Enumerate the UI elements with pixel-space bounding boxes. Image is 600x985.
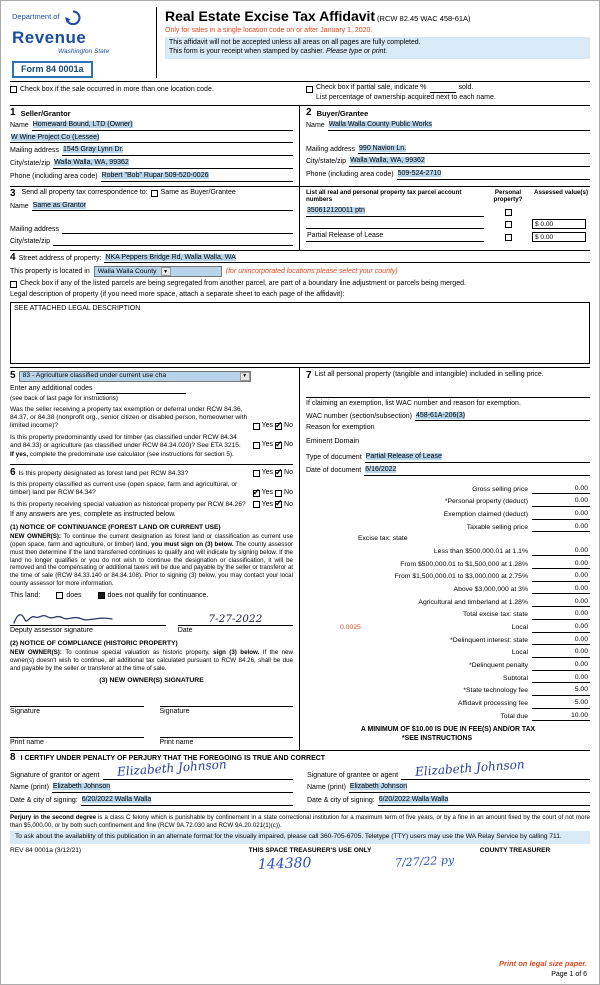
tax-row-label: From $500,000.01 to $1,500,000 at 1.28% — [400, 560, 528, 568]
wac-number-label: WAC number (section/subsection) — [306, 412, 412, 420]
exemption-question: Was the seller receiving a property tax exemption or deferral under RCW 84.36, 84.37, or 84.38 (nonprofit org., senior citizen or disabled person, homeowner with limited income)? — [10, 405, 248, 430]
department-name: Revenue — [12, 27, 87, 47]
treasurer-stamp-date: 7/27/22 py — [394, 853, 455, 870]
section-2-number: 2 — [306, 106, 312, 118]
tax-row-amount[interactable]: 0.00 — [532, 674, 590, 683]
date-of-document-label: Date of document — [306, 466, 362, 474]
chevron-down-icon: ▼ — [161, 267, 171, 276]
tax-row-label: Exemption claimed (deduct) — [443, 511, 528, 519]
yes-label: Yes — [261, 500, 274, 508]
tax-row-amount[interactable]: 0.00 — [532, 547, 590, 556]
grantee-signature-block — [307, 757, 590, 806]
seller-title: Seller/Grantor — [20, 108, 71, 118]
tax-row-amount[interactable]: 5.00 — [532, 686, 590, 695]
legal-description-box[interactable] — [10, 302, 590, 364]
wac-number-value: 458-61A-206(3) — [415, 411, 465, 419]
treasurer-stamp-area — [10, 855, 590, 879]
tax-row-label: *Delinquent interest: state — [450, 636, 528, 644]
revenue-swoosh-icon — [64, 9, 82, 29]
buyer-mailing-value: 990 Navion Ln. — [359, 144, 407, 152]
new-owner-signature-title: (3) NEW OWNER(S) SIGNATURE — [99, 677, 204, 685]
section-4-number: 4 — [10, 252, 16, 264]
tax-row-amount[interactable]: 0.00 — [532, 598, 590, 607]
tax-row-amount[interactable]: 0.00 — [532, 485, 590, 494]
section-use-code — [10, 368, 293, 464]
segregated-label: Check box if any of the listed parcels are being segregated from another parcel, are part of a boundary line adjustment or parcels being merged. — [20, 280, 466, 288]
parcel-number-field[interactable] — [306, 232, 484, 242]
grantor-print-name-field[interactable] — [52, 783, 293, 793]
this-land-label: This land: — [10, 591, 41, 599]
parcel-col-header: List all real and personal property tax parcel account numbers — [306, 188, 462, 204]
new-owner-signature-field[interactable] — [160, 698, 294, 707]
correspondence-intro: Send all property tax correspondence to: — [21, 189, 148, 197]
grantee-date-city-label: Date & city of signing: — [307, 797, 375, 805]
parcel-number-value: Partial Release of Lease — [307, 231, 384, 239]
new-owner-signature-field[interactable] — [10, 698, 144, 707]
wac-number-field[interactable] — [415, 412, 590, 422]
personal-property-intro: List all personal property (tangible and intangible) included in selling price. — [314, 370, 544, 378]
section-personal-property — [306, 368, 590, 447]
tax-row-amount[interactable]: 5.00 — [532, 699, 590, 708]
exemption-intro: If claiming an exemption, list WAC number and reason for exemption. — [306, 399, 521, 407]
new-owner-print-name-field[interactable] — [10, 729, 144, 738]
parcel-table — [300, 187, 590, 251]
historic-yes-checkbox[interactable] — [253, 501, 260, 508]
deputy-date-label: Date — [177, 627, 193, 635]
local-rate-value: 0.0025 — [340, 624, 361, 632]
timber-yes-checkbox[interactable] — [253, 442, 260, 449]
section-6-number: 6 — [10, 467, 16, 479]
washington-state-label: Washington State — [58, 48, 110, 55]
legal-description-value: SEE ATTACHED LEGAL DESCRIPTION — [14, 304, 141, 312]
instructions-line1: This affidavit will not be accepted unless all areas on all pages are fully completed. — [169, 39, 421, 47]
answers-yes-note: If any answers are yes, complete as instructed below. — [10, 511, 176, 519]
if-yes-label: If yes, — [10, 451, 29, 459]
date-of-document-value: 6/16/2022 — [365, 465, 397, 473]
yes-label: Yes — [261, 469, 274, 477]
assessed-value-field[interactable]: $ 0.00 — [532, 232, 586, 242]
seller-mailing-field[interactable] — [62, 146, 293, 156]
see-instructions-note: *SEE INSTRUCTIONS — [402, 734, 473, 742]
buyer-title: Buyer/Grantee — [316, 108, 369, 118]
exemption-yes-checkbox[interactable] — [253, 423, 260, 430]
additional-codes-note: (see back of last page for instructions) — [10, 394, 118, 402]
personal-property-checkbox[interactable] — [505, 234, 512, 241]
reason-label: Reason for exemption — [306, 424, 375, 432]
multiple-location-label: Check box if the sale occurred in more than one location code. — [20, 86, 214, 94]
assessed-value-col-header: Assessed value(s) — [534, 188, 588, 196]
buyer-name-label: Name — [306, 121, 325, 129]
grantor-signature-label: Signature of grantor or agent — [10, 771, 100, 779]
historic-question: Is this property receiving special valuation as historical property per RCW 84.26? — [10, 501, 246, 509]
section-8-number: 8 — [10, 752, 16, 764]
use-code-value: 83 - Agriculture classified under current use cha — [22, 372, 167, 380]
multiple-location-checkbox[interactable] — [10, 86, 17, 93]
timber-question: Is this property predominantly used for timber (as classified under RCW 84.34 and 84.33) or agriculture (as classified under RCW 84.34.020)? See ETA 3215. — [10, 433, 241, 449]
tax-row-amount[interactable]: 0.00 — [532, 572, 590, 581]
type-of-document-value: Partial Release of Lease — [365, 453, 442, 461]
section-certify — [10, 750, 590, 808]
continuance-title: (1) NOTICE OF CONTINUANCE (FOREST LAND OR CURRENT USE) — [10, 524, 221, 532]
date-of-document-field[interactable] — [364, 466, 590, 476]
personal-property-checkbox[interactable] — [505, 209, 512, 216]
yes-label: Yes — [261, 441, 274, 449]
correspondence-name-field[interactable] — [32, 202, 293, 212]
land-does-checkbox[interactable] — [56, 592, 63, 599]
continuance-body — [10, 533, 293, 587]
compliance-text-c: If the new owner(s) doesn't wish to continue, all additional tax calculated pursuant to RCW 84.26, shall be due and payable by the seller or transferor at the time of sale. — [10, 649, 293, 672]
parcel-row — [306, 229, 590, 242]
county-value: Walla Walla County — [97, 267, 157, 275]
instructions-box — [165, 37, 590, 58]
tax-row-amount[interactable]: 10.00 — [532, 712, 590, 721]
form-header — [10, 7, 590, 78]
print-name-label: Print name — [159, 738, 194, 746]
form-number: Form 84 0001a — [12, 61, 93, 78]
single-location-notice: Only for sales in a single location code on or after January 1, 2020. — [165, 26, 373, 34]
no-label: No — [284, 488, 293, 496]
seller-phone-value: Robert "Bob" Rupar 509-520-0026 — [101, 171, 209, 179]
section-seller — [10, 106, 300, 186]
additional-codes-field[interactable] — [96, 385, 186, 394]
seller-name-label: Name — [10, 121, 29, 129]
street-address-field[interactable] — [104, 254, 590, 264]
county-treasurer-label: COUNTY TREASURER — [479, 846, 551, 854]
compliance-text-b: sign (3) below. — [213, 649, 260, 657]
signature-label: Signature — [159, 707, 190, 715]
legal-description-label: Legal description of property (if you need more space, attach a separate sheet to each page of the affidavit): — [10, 291, 345, 299]
section-buyer — [300, 106, 590, 186]
section-7-number: 7 — [306, 369, 312, 381]
buyer-name-field[interactable] — [328, 121, 590, 131]
additional-codes-label: Enter any additional codes — [10, 385, 93, 393]
ownership-percentage-note: List percentage of ownership acquired next to each name. — [316, 94, 496, 102]
assessed-value-field[interactable]: $ 0.00 — [532, 219, 586, 229]
tax-row-label: *State technology fee — [463, 687, 528, 695]
seller-mailing-value: 1545 Gray Lynn Dr. — [63, 146, 124, 154]
tax-row-label: Above $3,000,000 at 3% — [453, 586, 528, 593]
tax-row-label: Total due — [500, 712, 528, 720]
minimum-due-note: A MINIMUM OF $10.00 IS DUE IN FEE(S) AND/OR TAX — [360, 726, 536, 734]
section-1-number: 1 — [10, 106, 16, 118]
grantor-date-city-value: 6/20/2022 Walla Walla — [81, 796, 152, 804]
grantee-date-city-field[interactable] — [378, 796, 590, 806]
personal-property-checkbox[interactable] — [505, 221, 512, 228]
tax-row-amount[interactable]: 0.00 — [532, 636, 590, 645]
no-label: No — [284, 441, 293, 449]
treasurer-space-label: THIS SPACE TREASURER'S USE ONLY — [248, 846, 372, 854]
buyer-phone-field[interactable] — [397, 170, 590, 180]
correspondence-name-value: Same as Grantor — [32, 201, 86, 209]
signature-label: Signature — [10, 707, 40, 715]
grantor-print-name-value: Elizabeth Johnson — [52, 783, 111, 791]
type-of-document-label: Type of document — [306, 454, 362, 462]
new-owners-label: NEW OWNER(S): — [10, 649, 62, 657]
reason-value: Eminent Domain — [306, 436, 360, 446]
forest-yes-checkbox[interactable] — [253, 470, 260, 477]
county-dropdown[interactable] — [94, 266, 222, 277]
exemption-no-checkbox[interactable] — [275, 423, 282, 430]
form-title-code: (RCW 82.45 WAC 458-61A) — [377, 14, 471, 23]
grantee-print-name-value: Elizabeth Johnson — [349, 783, 408, 791]
tax-row-amount[interactable]: 0.00 — [532, 497, 590, 506]
use-code-dropdown[interactable] — [19, 371, 251, 382]
located-in-label: This property is located in — [10, 267, 90, 275]
timber-no-checkbox[interactable] — [275, 442, 282, 449]
same-as-buyer-label: Same as Buyer/Grantee — [160, 189, 236, 197]
partial-sale-label: Check box if partial sale, indicate % — [316, 84, 427, 92]
grantee-signature-label: Signature of grantee or agent — [307, 771, 399, 779]
yes-label: Yes — [261, 421, 274, 429]
grantor-print-name-label: Name (print) — [10, 784, 49, 792]
current-use-no-checkbox[interactable] — [275, 490, 282, 497]
seller-city-value: Walla Walla, WA, 99362 — [54, 159, 129, 167]
tax-row-label: Local — [511, 624, 528, 632]
grantee-date-city-value: 6/20/2022 Walla Walla — [378, 796, 449, 804]
new-owner-print-name-field[interactable] — [160, 729, 294, 738]
does-label: does — [66, 591, 82, 599]
tax-row-label: Less than $500,000.01 at 1.1% — [433, 547, 528, 555]
forest-no-checkbox[interactable] — [275, 470, 282, 477]
print-name-label: Print name — [10, 738, 44, 746]
alt-format-notice: To ask about the availability of this publication in an alternate format for the visually impaired, please call 360-705-6705. Teletype (TTY) users may use the WA Relay Service by calling 711. — [10, 831, 590, 843]
tax-row-label: *Personal property (deduct) — [444, 498, 528, 506]
grantee-print-name-label: Name (print) — [307, 784, 346, 792]
seller-city-field[interactable] — [53, 159, 293, 169]
excise-tax-state-header: Excise tax: state — [358, 535, 408, 543]
deputy-signature-scribble — [12, 610, 116, 628]
tax-row-amount[interactable]: 0.00 — [532, 510, 590, 519]
certify-statement: I CERTIFY UNDER PENALTY OF PERJURY THAT THE FOREGOING IS TRUE AND CORRECT — [20, 754, 326, 762]
chevron-down-icon: ▼ — [240, 372, 250, 381]
current-use-yes-checkbox[interactable] — [253, 490, 260, 497]
tax-row-label: Total excise tax: state — [463, 611, 528, 619]
tax-row-label: Gross selling price — [472, 485, 528, 493]
segregated-checkbox[interactable] — [10, 281, 17, 288]
county-note: (for unincorporated locations please select your county) — [225, 267, 398, 275]
rev-number: REV 84 0001a (3/12/21) — [10, 846, 82, 854]
grantor-signature-value: Elizabeth Johnson — [116, 757, 227, 780]
seller-name2-value: W Wine Project Co (Lessee) — [11, 133, 100, 141]
current-use-question: Is this property classified as current use (open space, farm and agricultural, or timber) land per RCW 84.34? — [10, 481, 238, 497]
type-of-document-field[interactable] — [365, 453, 590, 463]
tax-row-label: Taxable selling price — [466, 523, 528, 531]
does-not-label: does not qualify for continuance. — [107, 591, 209, 599]
grantee-print-name-field[interactable] — [349, 783, 590, 793]
grantee-signature-value: Elizabeth Johnson — [414, 757, 526, 780]
location-code-options — [10, 81, 590, 105]
buyer-city-label: City/state/zip — [306, 158, 347, 166]
continuance-text-b: you must sign on (3) below. — [151, 541, 234, 548]
seller-name-field[interactable] — [32, 121, 293, 131]
grantor-signature-field[interactable] — [103, 757, 293, 780]
historic-no-checkbox[interactable] — [275, 501, 282, 508]
seller-mailing-label: Mailing address — [10, 147, 60, 155]
grantor-date-city-label: Date & city of signing: — [10, 797, 78, 805]
seller-phone-field[interactable] — [101, 172, 293, 182]
no-label: No — [284, 469, 293, 477]
street-address-value: NKA Peppers Bridge Rd, Walla Walla, WA — [105, 253, 236, 261]
partial-sale-checkbox[interactable] — [306, 86, 313, 93]
parcel-row — [306, 217, 590, 229]
tax-row-label: Subtotal — [503, 674, 528, 682]
if-yes-rest: complete the predominate use calculator (see instructions for section 5). — [29, 451, 234, 459]
tax-row-amount[interactable]: 0.00 — [532, 661, 590, 670]
buyer-phone-value: 509-524-2710 — [397, 170, 442, 178]
deputy-date-field[interactable]: 7-27-2022 — [178, 613, 293, 626]
tax-row-amount[interactable]: 0.00 — [532, 585, 590, 594]
tax-row-amount[interactable]: 0.00 — [532, 523, 590, 532]
buyer-mailing-field[interactable] — [358, 145, 590, 155]
street-address-label: Street address of property: — [18, 254, 102, 262]
partial-sale-sold-label: sold. — [458, 84, 474, 92]
perjury-bold: Perjury in the second degree — [10, 813, 97, 821]
tax-row-label: From $1,500,000.01 to $3,000,000 at 2.75% — [394, 573, 528, 581]
seller-name2-field[interactable] — [10, 134, 293, 144]
new-owners-label: NEW OWNER(S): — [10, 533, 61, 541]
parcel-number-field[interactable] — [306, 207, 484, 217]
section-5-number: 5 — [10, 370, 16, 382]
tax-row-amount[interactable]: 0.00 — [532, 623, 590, 632]
type-or-print-note: Please type or print. — [326, 47, 388, 55]
perjury-text: is a class C felony which is punishable by confinement in a state correctional institution for a maximum term of five years, or by a fine in an amount fixed by the court of not more than $5,000.00, or by both such confinement and fine (RCW 9A.72.030 and RCW 9A.20.021(1)(c)). — [10, 813, 590, 829]
parcel-number-value: 350612120011 ptn — [307, 207, 365, 215]
tax-row-label: Affidavit processing fee — [457, 700, 528, 708]
correspondence-name-label: Name — [10, 202, 29, 210]
seller-phone-label: Phone (including area code) — [10, 172, 98, 180]
footer-row — [10, 847, 590, 855]
parcel-number-field[interactable] — [306, 220, 484, 229]
buyer-phone-label: Phone (including area code) — [306, 171, 394, 179]
grantee-signature-field[interactable] — [401, 757, 590, 780]
correspondence-city-label: City/state/zip — [10, 237, 51, 245]
compliance-title: (2) NOTICE OF COMPLIANCE (HISTORIC PROPERTY) — [10, 640, 178, 647]
deputy-assessor-signature-field[interactable] — [10, 613, 166, 626]
personal-property-col-header: Personal property? — [493, 188, 523, 204]
form-title: Real Estate Excise Tax Affidavit — [165, 8, 376, 24]
correspondence-mailing-field[interactable] — [62, 225, 293, 234]
department-of-label: Department of — [12, 12, 60, 21]
yes-label: Yes — [261, 488, 274, 496]
no-label: No — [284, 500, 293, 508]
instructions-line2: This form is your receipt when stamped by cashier. — [169, 47, 325, 55]
tax-row-amount[interactable]: 0.00 — [532, 648, 590, 657]
perjury-notice — [10, 811, 590, 831]
dor-logo — [10, 7, 156, 78]
tax-row-label: *Delinquent penalty — [469, 662, 528, 670]
forest-question: Is this property designated as forest land per RCW 84.33? — [18, 469, 189, 477]
buyer-name-value: Walla Walla County Public Works — [328, 120, 432, 128]
tax-row-label: Agricultural and timberland at 1.28% — [418, 598, 528, 606]
print-legal-size-note: Print on legal size paper. — [499, 958, 587, 968]
no-label: No — [284, 421, 293, 429]
continuance-text-c: The county assessor must then determine if the land transferred continues to qualify and will indicate by signing below. If the land no longer qualifies or you do not wish to continue the designation or classification, it will be removed and the compensating or additional taxes will be due and payable by the seller or transferor at the time of sale (RCW 84.33.140 or 84.34.108). Prior to signing (3) below, you may contact your local county assessor for more information. — [10, 541, 293, 587]
section-property — [10, 250, 590, 367]
parcel-row — [306, 204, 590, 217]
buyer-city-value: Walla Walla, WA, 99362 — [350, 157, 425, 165]
grantor-date-city-field[interactable] — [81, 796, 293, 806]
buyer-city-field[interactable] — [349, 157, 590, 167]
continuance-text-a: To continue the current designation as forest land or classification as current use (open space, farm and agriculture, or timber) land, — [10, 533, 294, 548]
section-land-classification — [10, 464, 293, 747]
treasurer-stamp-number: 144380 — [257, 855, 312, 873]
compliance-text-a: To continue special valuation as historic property, — [65, 649, 210, 657]
tax-row-amount[interactable]: 0.00 — [532, 560, 590, 569]
tax-row-amount[interactable]: 0.00 — [532, 610, 590, 619]
tax-computation — [306, 453, 590, 743]
tax-row-label: Local — [511, 649, 528, 657]
correspondence-mailing-label: Mailing address — [10, 225, 60, 233]
buyer-mailing-label: Mailing address — [306, 145, 356, 153]
deputy-signature-label: Deputy assessor signature — [10, 627, 93, 635]
seller-name-value: Homeward Bound, LTD (Owner) — [32, 120, 133, 128]
compliance-body — [10, 649, 293, 672]
same-as-buyer-checkbox[interactable] — [151, 190, 158, 197]
page-number: Page 1 of 6 — [551, 971, 587, 979]
correspondence-city-field[interactable] — [53, 237, 293, 246]
land-does-not-checkbox[interactable] — [98, 592, 105, 599]
partial-sale-percent-field[interactable] — [430, 85, 456, 93]
section-correspondence — [10, 187, 300, 251]
seller-city-label: City/state/zip — [10, 160, 51, 168]
section-3-number: 3 — [10, 187, 16, 199]
